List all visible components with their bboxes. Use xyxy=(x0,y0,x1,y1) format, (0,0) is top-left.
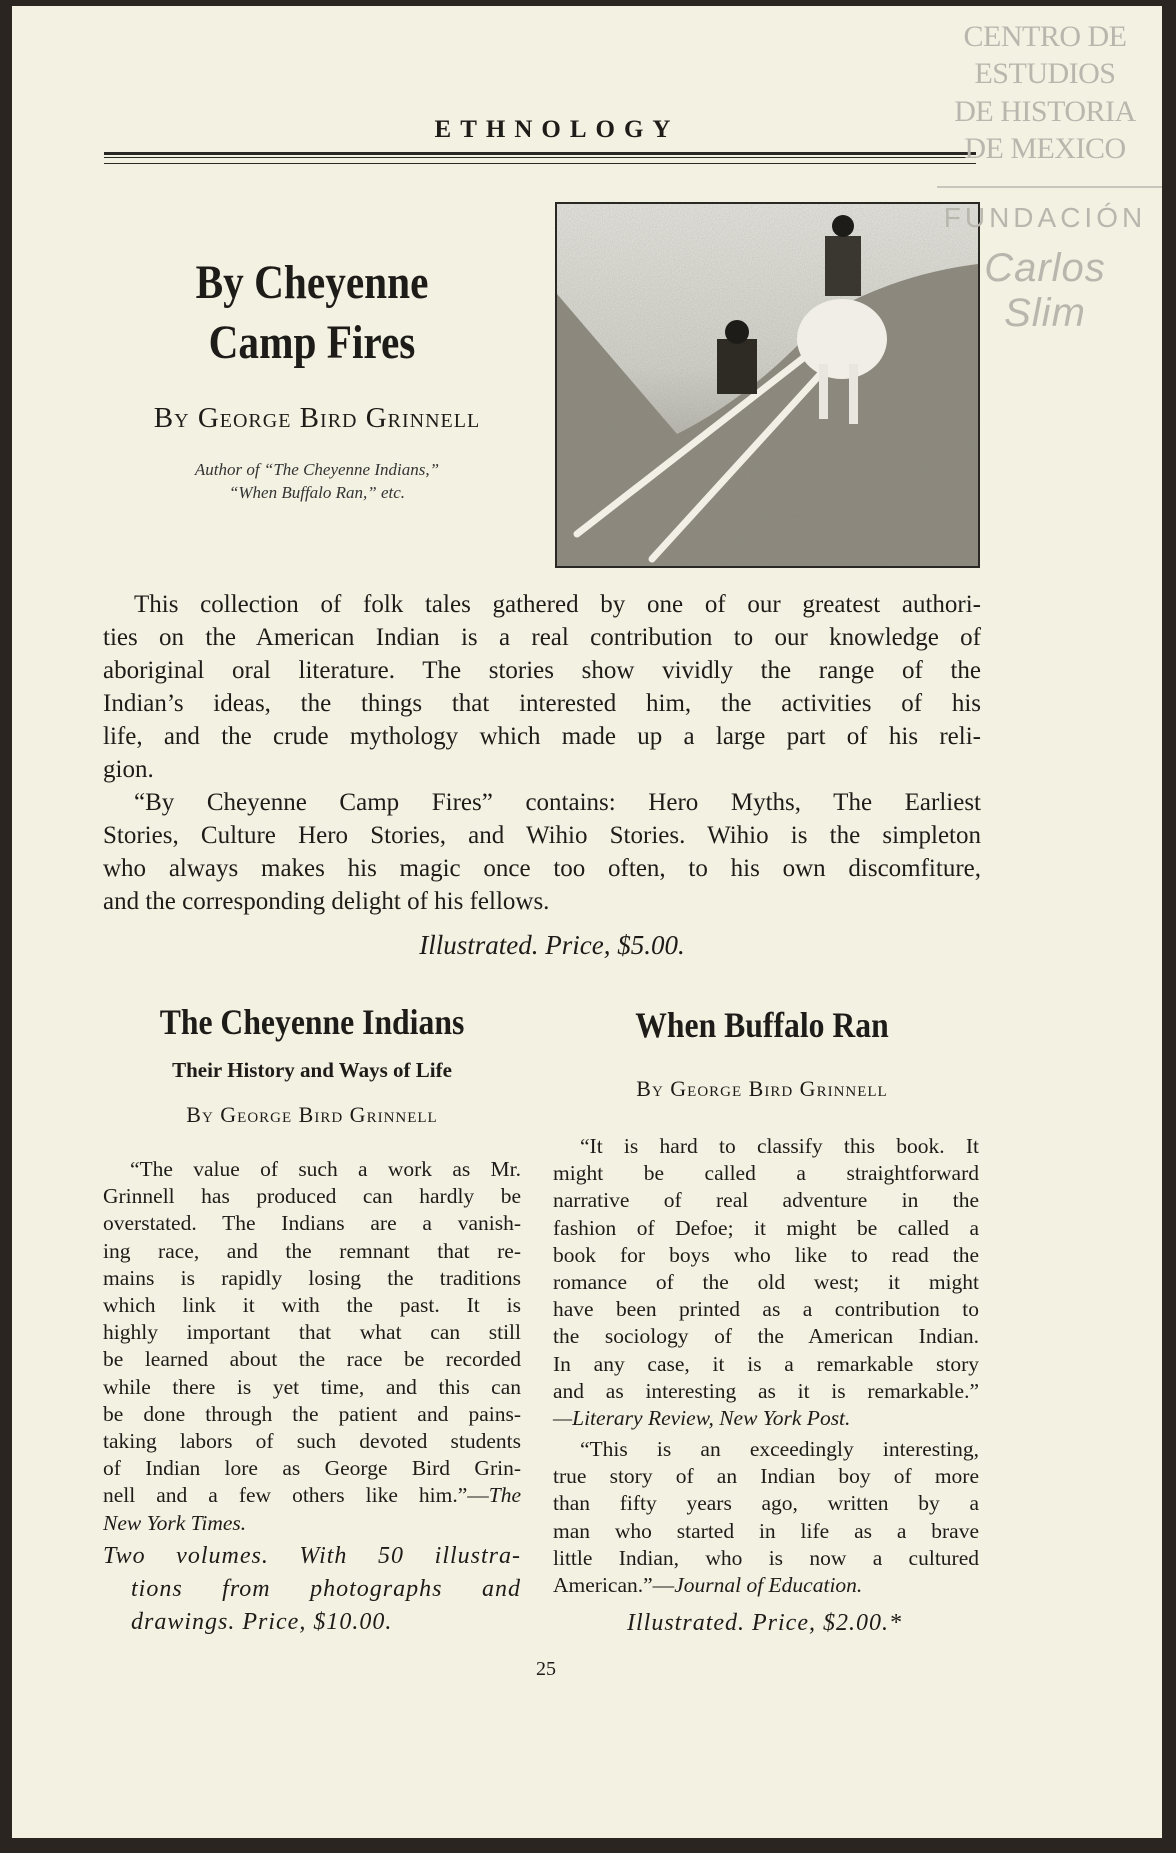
review-line: “The value of such a work as Mr. xyxy=(130,1157,521,1181)
right-book-review-1 xyxy=(553,1133,979,1432)
page-number: 25 xyxy=(536,1658,556,1680)
right-book-price: Illustrated. Price, $2.00.* xyxy=(627,1610,902,1636)
left-book-subtitle: Their History and Ways of Life xyxy=(172,1058,452,1082)
right-book-byline: By George Bird Grinnell xyxy=(636,1076,888,1101)
left-book-review xyxy=(103,1156,521,1537)
author-credits xyxy=(92,458,542,504)
review-line: of Indian lore as George Bird Grin- xyxy=(103,1456,521,1481)
feature-byline: By George Bird Grinnell xyxy=(153,402,481,434)
review-line: man who started in life as a brave xyxy=(553,1518,979,1543)
paragraph-line: aboriginal oral literature. The stories show vividly the range of the xyxy=(103,657,981,684)
left-book-details xyxy=(103,1540,521,1639)
watermark-divider xyxy=(937,186,1162,188)
attribution: The xyxy=(488,1483,521,1508)
review-line: and as interesting as it is remarkable.” xyxy=(553,1378,979,1403)
review-line: In any case, it is a remarkable story xyxy=(553,1351,979,1376)
watermark-line: ESTUDIOS xyxy=(974,57,1116,90)
review-line: romance of the old west; it might xyxy=(553,1270,979,1295)
review-line: which link it with the past. It is xyxy=(103,1293,521,1318)
review-line: taking labors of such devoted students xyxy=(103,1429,521,1454)
review-line: be done through the patient and pains- xyxy=(103,1401,521,1426)
left-book-title: The Cheyenne Indians xyxy=(159,1002,465,1042)
review-line: might be called a straightforward xyxy=(553,1161,979,1186)
feature-title-line: By Cheyenne xyxy=(195,256,429,309)
left-book-byline: By George Bird Grinnell xyxy=(186,1102,438,1127)
review-line: little Indian, who is now a cultured xyxy=(553,1545,979,1570)
review-line: the sociology of the American Indian. xyxy=(553,1324,979,1349)
right-book-review-2 xyxy=(553,1436,979,1599)
watermark-foundation: FUNDACIÓN xyxy=(943,202,1147,233)
watermark-signature: Carlos Slim xyxy=(984,246,1106,335)
photo-illustration xyxy=(557,204,978,566)
watermark-line: DE MEXICO xyxy=(964,132,1126,165)
review-line: narrative of real adventure in the xyxy=(553,1188,979,1213)
review-line: while there is yet time, and this can xyxy=(103,1374,521,1399)
review-line: ing race, and the remnant that re- xyxy=(103,1238,521,1263)
paragraph-line: life, and the crude mythology which made up a large part of his reli- xyxy=(103,723,981,750)
details-line: drawings. Price, $10.00. xyxy=(131,1609,393,1635)
review-line: American.”—Journal of Education. xyxy=(553,1573,863,1598)
travois-photo xyxy=(555,202,980,568)
paragraph-line: who always makes his magic once too often, to his own discomfiture, xyxy=(103,855,981,882)
watermark-line: DE HISTORIA xyxy=(954,95,1136,128)
double-rule-divider xyxy=(104,152,976,164)
section-title: ETHNOLOGY xyxy=(434,116,680,143)
details-line: tions from photographs and xyxy=(131,1576,521,1602)
paragraph-line: gion. xyxy=(103,756,154,783)
paragraph-line: This collection of folk tales gathered by one of our greatest authori- xyxy=(134,591,981,618)
feature-price: Illustrated. Price, $5.00. xyxy=(419,930,685,960)
review-line: book for boys who like to read the xyxy=(553,1242,979,1267)
review-line: be learned about the race be recorded xyxy=(103,1347,521,1372)
attribution: Journal of Education. xyxy=(674,1573,863,1598)
paragraph-line: ties on the American Indian is a real contribution to our knowledge of xyxy=(103,624,981,651)
details-line: Two volumes. With 50 illustra- xyxy=(103,1543,521,1569)
paragraph-line: and the corresponding delight of his fellows. xyxy=(103,888,550,915)
paragraph-line: Stories, Culture Hero Stories, and Wihio Stories. Wihio is the simpleton xyxy=(103,822,981,849)
watermark-line: CENTRO DE xyxy=(963,20,1127,53)
right-book-title: When Buffalo Ran xyxy=(635,1005,889,1045)
feature-title-line: Camp Fires xyxy=(208,316,416,369)
review-line: highly important that what can still xyxy=(103,1320,521,1345)
paragraph-line: Indian’s ideas, the things that interested him, the activities of his xyxy=(103,690,981,717)
author-credit-line: “When Buffalo Ran,” etc. xyxy=(228,483,406,502)
review-line: fashion of Defoe; it might be called a xyxy=(553,1215,979,1240)
author-credit-line: Author of “The Cheyenne Indians,” xyxy=(194,460,440,479)
review-line: “This is an exceedingly interesting, xyxy=(580,1437,979,1461)
review-line: mains is rapidly losing the traditions xyxy=(103,1265,521,1290)
review-line: have been printed as a contribution to xyxy=(553,1297,979,1322)
review-line: —Literary Review, New York Post. xyxy=(553,1406,851,1431)
feature-description xyxy=(103,588,981,918)
catalog-page xyxy=(12,6,1162,1838)
review-line: New York Times. xyxy=(103,1510,247,1535)
review-line: true story of an Indian boy of more xyxy=(553,1464,979,1489)
paragraph-line: “By Cheyenne Camp Fires” contains: Hero Myths, The Earliest xyxy=(134,789,981,816)
review-line: than fifty years ago, written by a xyxy=(553,1491,979,1516)
review-line: Grinnell has produced can hardly be xyxy=(103,1184,521,1209)
review-line: overstated. The Indians are a vanish- xyxy=(103,1211,521,1236)
review-line: “It is hard to classify this book. It xyxy=(580,1134,979,1158)
review-line: nell and a few others like him.”—The xyxy=(103,1483,521,1508)
